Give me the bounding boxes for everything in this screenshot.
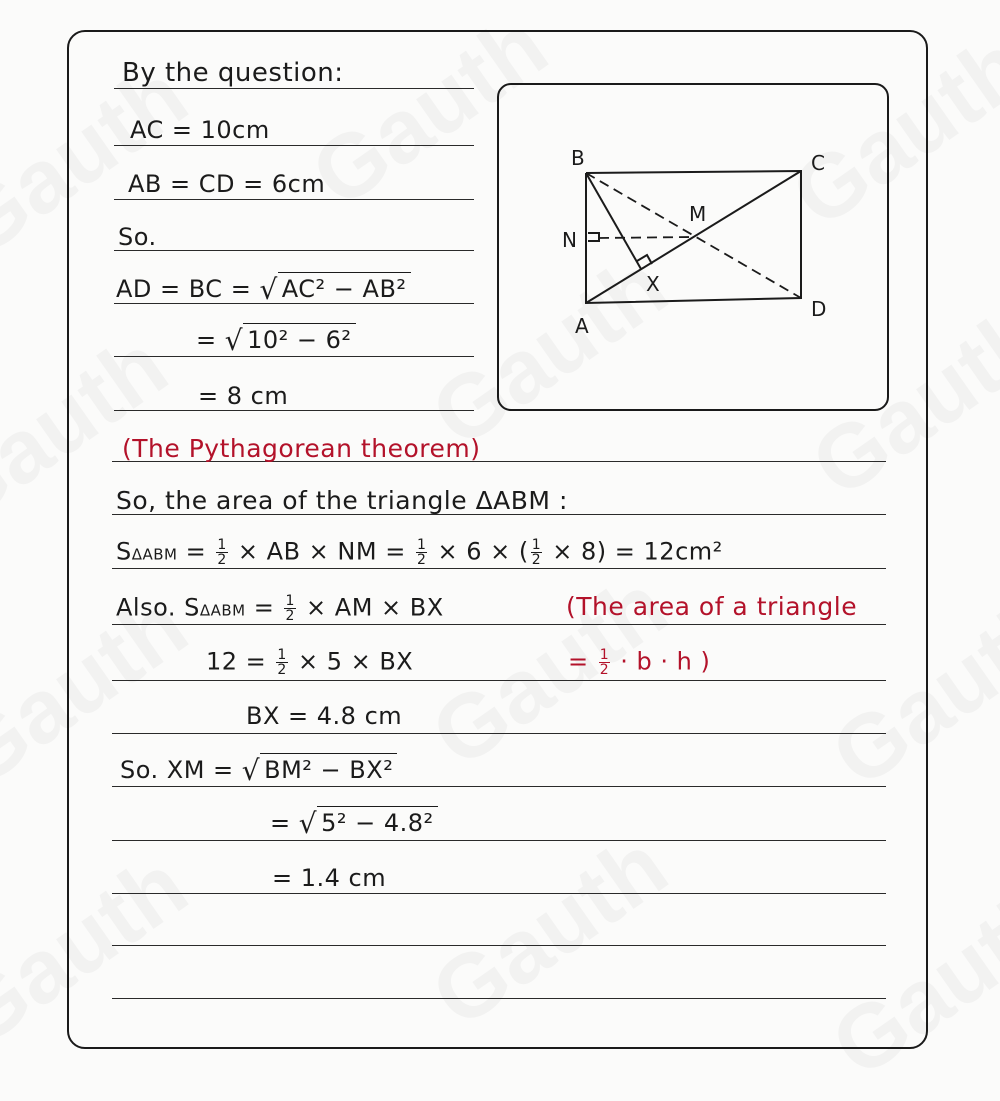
line-xm [120,754,397,787]
right-angle-n [588,233,599,241]
ruled-line [114,250,474,251]
segment-nm-dashed [599,237,694,238]
expr: × 8) = 12cm² [544,537,723,566]
note-area-triangle: (The area of a triangle [566,592,858,621]
line-area-calc [116,538,723,567]
label-d: D [811,297,827,321]
label-m: M [689,202,707,226]
ruled-line [114,410,474,411]
ruled-line [112,945,886,946]
expr: × AM × BX [297,593,444,622]
radicand: 10² − 6² [243,323,355,354]
ruled-line [114,145,474,146]
fraction-half: $\frac{1}{2}$ [285,593,295,624]
ruled-line [114,199,474,200]
label-n: N [562,228,577,252]
ruled-line [112,893,886,894]
segment-bx [586,173,641,269]
line-area-intro: So, the area of the triangle ΔABM : [116,486,568,515]
subscript: ΔABM [199,601,246,620]
radicand: BM² − BX² [260,753,397,784]
label-x: X [646,272,660,296]
expr: × 5 × BX [289,647,414,676]
note-pythagorean: (The Pythagorean theorem) [122,434,481,463]
label-c: C [811,151,825,175]
s: S [116,537,132,566]
expr: · b · h ) [612,647,711,676]
line-1-4cm: = 1.4 cm [272,864,387,892]
sqrt-expression: √ BM² − BX² [242,757,398,785]
ruled-line [112,998,886,999]
equals: = [196,326,225,354]
line-ad-bc [116,273,411,306]
line-ac: AC = 10cm [130,116,270,144]
fraction-half: $\frac{1}{2}$ [217,537,227,568]
rectangle-diagram [499,85,891,413]
fraction-half: $\frac{1}{2}$ [531,537,542,568]
ruled-line [112,786,886,787]
equals: = [270,809,299,837]
ruled-line [114,356,474,357]
equals: = [177,537,215,566]
fraction-half: $\frac{1}{2}$ [416,537,427,568]
sqrt-expression: √ 10² − 6² [225,327,356,355]
diagram-box [497,83,889,411]
label-b: B [571,146,585,170]
right-angle-x [637,255,652,264]
radicand: 5² − 4.8² [317,806,438,837]
line-ab-cd: AB = CD = 6cm [128,170,326,198]
equals: = [245,593,283,622]
line-bx: BX = 4.8 cm [246,702,403,730]
equals: = [568,647,597,676]
ad-bc-lhs: AD = BC = [116,275,260,303]
line-sqrt-values [196,324,356,357]
ruled-line [112,680,886,681]
line-8cm: = 8 cm [198,382,289,410]
radicand: AC² − AB² [278,272,411,303]
also-s: Also. S [116,593,200,622]
fraction-half: $\frac{1}{2}$ [277,647,287,678]
expr: So. XM = [120,756,242,784]
sqrt-expression: √ AC² − AB² [259,276,410,304]
expr: × 6 × ( [429,537,529,566]
expr: 12 = [206,647,275,676]
sqrt-expression: √ 5² − 4.8² [299,810,438,838]
line-by-the-question: By the question: [122,58,344,88]
label-a: A [575,314,589,338]
ruled-line [112,568,886,569]
line-xm-values [270,807,438,840]
line-so: So. [118,223,157,251]
ruled-line [112,840,886,841]
fraction-half: $\frac{1}{2}$ [599,647,610,678]
line-also [116,594,444,623]
subscript: ΔABM [131,545,178,564]
ruled-line [112,733,886,734]
note-formula [568,648,710,677]
ruled-line [114,88,474,89]
ruled-line [112,624,886,625]
expr: × AB × NM = [229,537,414,566]
line-12 [206,648,413,677]
